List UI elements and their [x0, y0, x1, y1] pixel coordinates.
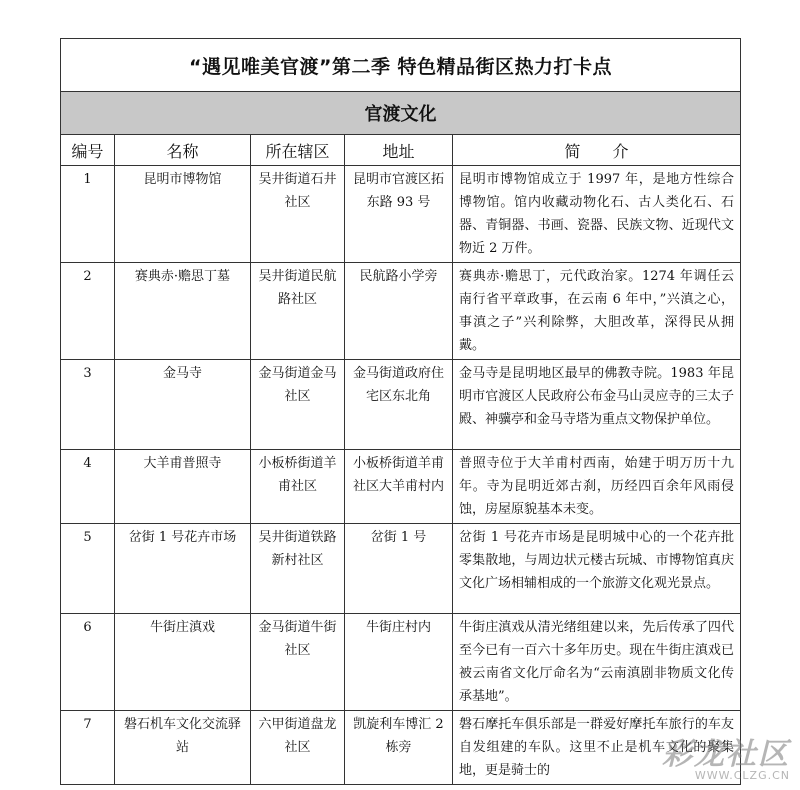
row-district: 吴井街道民航路社区 [251, 263, 345, 360]
row-number: 5 [61, 524, 115, 614]
row-description: 牛街庄滇戏从清光绪组建以来，先后传承了四代至今已有一百六十多年历史。现在牛街庄滇戏已被云南省文化厅命名为“云南滇剧非物质文化传承基地”。 [453, 614, 741, 711]
table-row [61, 263, 741, 360]
table-row [61, 614, 741, 711]
document-title: “遇见唯美官渡”第二季 特色精品街区热力打卡点 [61, 39, 741, 92]
row-number: 3 [61, 360, 115, 450]
row-description: 岔街 1 号花卉市场是昆明城中心的一个花卉批零集散地，与周边状元楼古玩城、市博物馆真庆文化广场相辅相成的一个旅游文化观光景点。 [453, 524, 741, 614]
row-name: 昆明市博物馆 [115, 166, 251, 263]
row-district: 吴井街道铁路新村社区 [251, 524, 345, 614]
row-number: 7 [61, 711, 115, 785]
row-address: 凯旋利车博汇 2 栋旁 [345, 711, 453, 785]
row-description: 昆明市博物馆成立于 1997 年，是地方性综合博物馆。馆内收藏动物化石、古人类化石、石器、青铜器、书画、瓷器、民族文物、近现代文物近 2 万件。 [453, 166, 741, 263]
row-address: 金马街道政府住宅区东北角 [345, 360, 453, 450]
watermark-url: WWW.CLZG.CN [694, 769, 790, 782]
header-address: 地址 [345, 135, 453, 166]
row-name: 金马寺 [115, 360, 251, 450]
row-address: 岔街 1 号 [345, 524, 453, 614]
attractions-table [60, 38, 741, 785]
header-name: 名称 [115, 135, 251, 166]
header-description: 简 介 [453, 135, 741, 166]
table-row [61, 360, 741, 450]
table-header-row [61, 135, 741, 166]
section-title: 官渡文化 [61, 92, 741, 135]
row-description: 磐石摩托车俱乐部是一群爱好摩托车旅行的车友自发组建的车队。这里不止是机车文化的聚集地，更是骑士的 [453, 711, 741, 785]
table-row [61, 711, 741, 785]
header-number: 编号 [61, 135, 115, 166]
row-district: 吴井街道石井社区 [251, 166, 345, 263]
table-row [61, 524, 741, 614]
row-address: 牛街庄村内 [345, 614, 453, 711]
table-row [61, 450, 741, 524]
row-name: 岔街 1 号花卉市场 [115, 524, 251, 614]
table-row [61, 166, 741, 263]
document-table-container [60, 38, 740, 785]
row-number: 4 [61, 450, 115, 524]
row-address: 小板桥街道羊甫社区大羊甫村内 [345, 450, 453, 524]
row-number: 1 [61, 166, 115, 263]
row-number: 2 [61, 263, 115, 360]
row-name: 赛典赤·赡思丁墓 [115, 263, 251, 360]
row-description: 赛典赤·赡思丁，元代政治家。1274 年调任云南行省平章政事，在云南 6 年中，”兴滇之心，事滇之子”兴利除弊，大胆改革，深得民从拥戴。 [453, 263, 741, 360]
row-district: 金马街道金马社区 [251, 360, 345, 450]
row-address: 昆明市官渡区拓东路 93 号 [345, 166, 453, 263]
row-description: 普照寺位于大羊甫村西南，始建于明万历十九年。寺为昆明近郊古刹，历经四百余年风雨侵蚀，房屋原貌基本未变。 [453, 450, 741, 524]
header-district: 所在辖区 [251, 135, 345, 166]
row-name: 大羊甫普照寺 [115, 450, 251, 524]
row-district: 金马街道牛街社区 [251, 614, 345, 711]
row-name: 牛街庄滇戏 [115, 614, 251, 711]
row-address: 民航路小学旁 [345, 263, 453, 360]
row-description: 金马寺是昆明地区最早的佛教寺院。1983 年昆明市官渡区人民政府公布金马山灵应寺的三太子殿、神骥亭和金马寺塔为重点文物保护单位。 [453, 360, 741, 450]
row-district: 小板桥街道羊甫社区 [251, 450, 345, 524]
row-name: 磐石机车文化交流驿站 [115, 711, 251, 785]
row-number: 6 [61, 614, 115, 711]
watermark-logo-text: 彩龙社区 [662, 737, 790, 772]
row-district: 六甲街道盘龙社区 [251, 711, 345, 785]
site-watermark [662, 729, 790, 782]
